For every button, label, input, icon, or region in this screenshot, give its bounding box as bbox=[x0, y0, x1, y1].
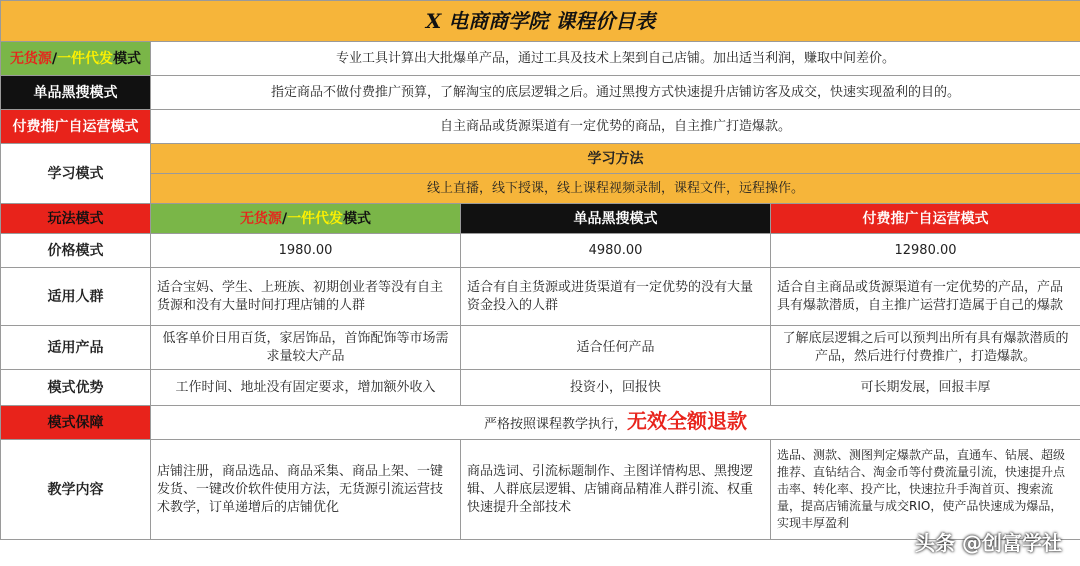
study-method-text: 线上直播，线下授课，线上课程视频录制，课程文件，远程操作。 bbox=[151, 174, 1080, 204]
intro-label-no-stock: 无货源/一件代发模式 bbox=[1, 42, 151, 76]
watermark: 头条 @创富学社 bbox=[915, 531, 1062, 555]
row-label-products: 适用产品 bbox=[1, 326, 151, 370]
products-no-stock: 低客单价日用百货，家居饰品，首饰配饰等市场需求量较大产品 bbox=[151, 326, 461, 370]
play-mode-label: 玩法模式 bbox=[1, 204, 151, 234]
teaching-black-search: 商品选词、引流标题制作、主图详情构思、黑搜逻辑、人群底层逻辑、店铺商品精准人群引流、权重快速提升全部技术 bbox=[461, 440, 771, 540]
intro-label-paid-promo: 付费推广自运营模式 bbox=[1, 110, 151, 144]
price-paid-promo: 12980.00 bbox=[771, 234, 1080, 268]
guarantee-label: 模式保障 bbox=[1, 406, 151, 440]
intro-text-black-search: 指定商品不做付费推广预算，了解淘宝的底层逻辑之后。通过黑搜方式快速提升店铺访客及成交，快速实现盈利的目的。 bbox=[151, 76, 1080, 110]
audience-no-stock: 适合宝妈、学生、上班族、初期创业者等没有自主货源和没有大量时间打理店铺的人群 bbox=[151, 268, 461, 326]
row-label-advantage: 模式优势 bbox=[1, 370, 151, 406]
teaching-no-stock: 店铺注册，商品选品、商品采集、商品上架、一键发货、一键改价软件使用方法，无货源引流运营技术教学，订单递增后的店铺优化 bbox=[151, 440, 461, 540]
guarantee-text-cell bbox=[151, 406, 1080, 440]
col-header-black-search: 单品黑搜模式 bbox=[461, 204, 771, 234]
row-label-price: 价格模式 bbox=[1, 234, 151, 268]
study-method-title: 学习方法 bbox=[151, 144, 1080, 174]
guarantee-text: 严格按照课程教学执行， bbox=[484, 416, 628, 432]
refund-highlight: 无效全额退款 bbox=[627, 408, 748, 433]
row-label-teaching: 教学内容 bbox=[1, 440, 151, 540]
price-black-search: 4980.00 bbox=[461, 234, 771, 268]
audience-paid-promo: 适合自主商品或货源渠道有一定优势的产品，产品具有爆款潜质，自主推广运营打造属于自己的爆款 bbox=[771, 268, 1080, 326]
col-header-no-stock: 无货源/一件代发模式 bbox=[151, 204, 461, 234]
products-black-search: 适合任何产品 bbox=[461, 326, 771, 370]
advantage-black-search: 投资小，回报快 bbox=[461, 370, 771, 406]
intro-text-paid-promo: 自主商品或货源渠道有一定优势的商品，自主推广打造爆款。 bbox=[151, 110, 1080, 144]
intro-label-black-search: 单品黑搜模式 bbox=[1, 76, 151, 110]
advantage-paid-promo: 可长期发展，回报丰厚 bbox=[771, 370, 1080, 406]
price-no-stock: 1980.00 bbox=[151, 234, 461, 268]
advantage-no-stock: 工作时间、地址没有固定要求，增加额外收入 bbox=[151, 370, 461, 406]
row-label-audience: 适用人群 bbox=[1, 268, 151, 326]
audience-black-search: 适合有自主货源或进货渠道有一定优势的没有大量资金投入的人群 bbox=[461, 268, 771, 326]
products-paid-promo: 了解底层逻辑之后可以预判出所有具有爆款潜质的产品，然后进行付费推广，打造爆款。 bbox=[771, 326, 1080, 370]
teaching-paid-promo: 选品、测款、测图判定爆款产品，直通车、钻展、超级推荐、直钻结合、淘金币等付费流量引流，快速提升点击率、转化率、投产比，快速拉升手淘首页、搜索流量，提高店铺流量与成交RIO，使产品快速成为爆品，实现丰厚盈利 bbox=[771, 440, 1080, 540]
col-header-paid-promo: 付费推广自运营模式 bbox=[771, 204, 1080, 234]
intro-text-no-stock: 专业工具计算出大批爆单产品，通过工具及技术上架到自己店铺。加出适当利润，赚取中间差价。 bbox=[151, 42, 1080, 76]
page-title: X 电商商学院 课程价目表 bbox=[1, 1, 1080, 42]
study-mode-label: 学习模式 bbox=[1, 144, 151, 204]
